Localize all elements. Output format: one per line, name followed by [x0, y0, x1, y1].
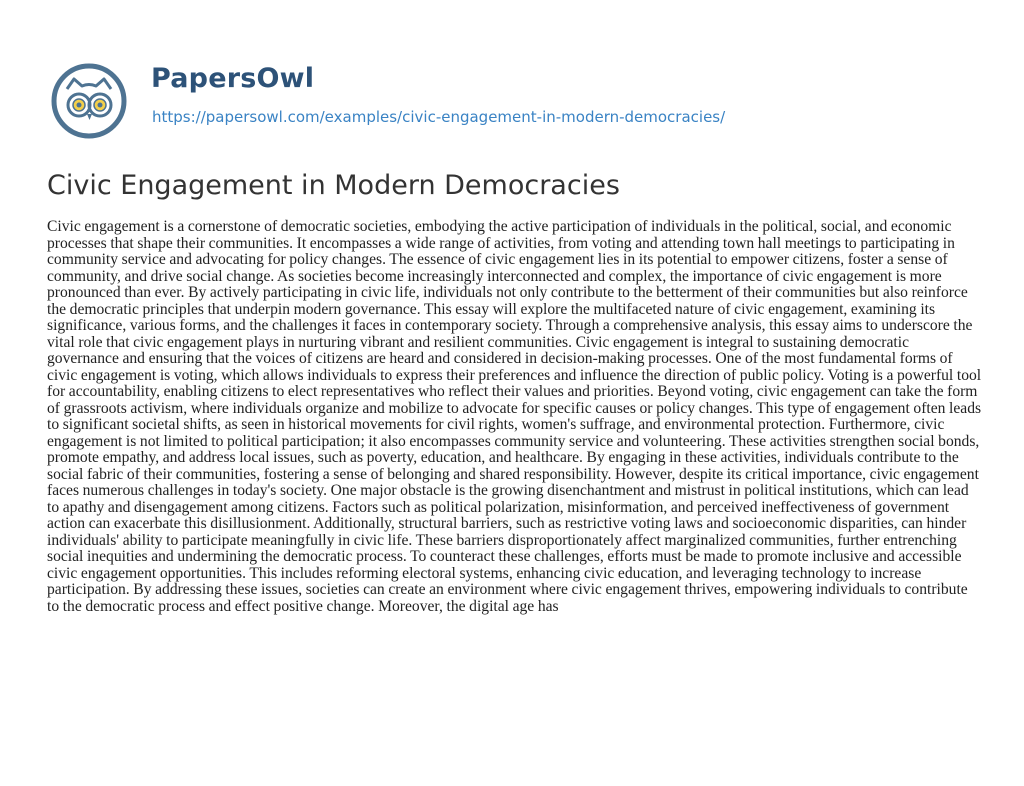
- article-body: Civic engagement is a cornerstone of democratic societies, embodying the active participation of individuals in the political, social, and economic processes that shape their communities. It encompasses a wide range of activities, from voting and attending town hall meetings to participating in community service and advocating for policy changes. The essence of civic engagement lies in its potential to empower citizens, foster a sense of community, and drive social change. As societies become increasingly interconnected and complex, the importance of civic engagement is more pronounced than ever. By actively participating in civic life, individuals not only contribute to the betterment of their communities but also reinforce the democratic principles that underpin modern governance. This essay will explore the multifaceted nature of civic engagement, examining its significance, various forms, and the challenges it faces in contemporary society. Through a comprehensive analysis, this essay aims to underscore the vital role that civic engagement plays in nurturing vibrant and resilient communities. Civic engagement is integral to sustaining democratic governance and ensuring that the voices of citizens are heard and considered in decision-making processes. One of the most fundamental forms of civic engagement is voting, which allows individuals to express their preferences and influence the direction of public policy. Voting is a powerful tool for accountability, enabling citizens to elect representatives who reflect their values and priorities. Beyond voting, civic engagement can take the form of grassroots activism, where individuals organize and mobilize to advocate for specific causes or policy changes. This type of engagement often leads to significant societal shifts, as seen in historical movements for civil rights, women's suffrage, and environmental protection. Furthermore, civic engagement is not limited to political participation; it also encompasses community service and volunteering. These activities strengthen social bonds, promote empathy, and address local issues, such as poverty, education, and healthcare. By engaging in these activities, individuals contribute to the social fabric of their communities, fostering a sense of belonging and shared responsibility. However, despite its critical importance, civic engagement faces numerous challenges in today's society. One major obstacle is the growing disenchantment and mistrust in political institutions, which can lead to apathy and disengagement among citizens. Factors such as political polarization, misinformation, and perceived ineffectiveness of government action can exacerbate this disillusionment. Additionally, structural barriers, such as restrictive voting laws and socioeconomic disparities, can hinder individuals' ability to participate meaningfully in civic life. These barriers disproportionately affect marginalized communities, further entrenching social inequities and undermining the democratic process. To counteract these challenges, efforts must be made to promote inclusive and accessible civic engagement opportunities. This includes reforming electoral systems, enhancing civic education, and leveraging technology to increase participation. By addressing these issues, societies can create an environment where civic engagement thrives, empowering individuals to contribute to the democratic process and effect positive change. Moreover, the digital age has: [47, 218, 982, 615]
- owl-logo-icon[interactable]: [47, 59, 137, 149]
- article-title: Civic Engagement in Modern Democracies: [47, 170, 620, 201]
- page-url-link[interactable]: https://papersowl.com/examples/civic-engagement-in-modern-democracies/: [152, 108, 726, 126]
- brand-name[interactable]: PapersOwl: [151, 63, 315, 94]
- site-header: [47, 55, 987, 145]
